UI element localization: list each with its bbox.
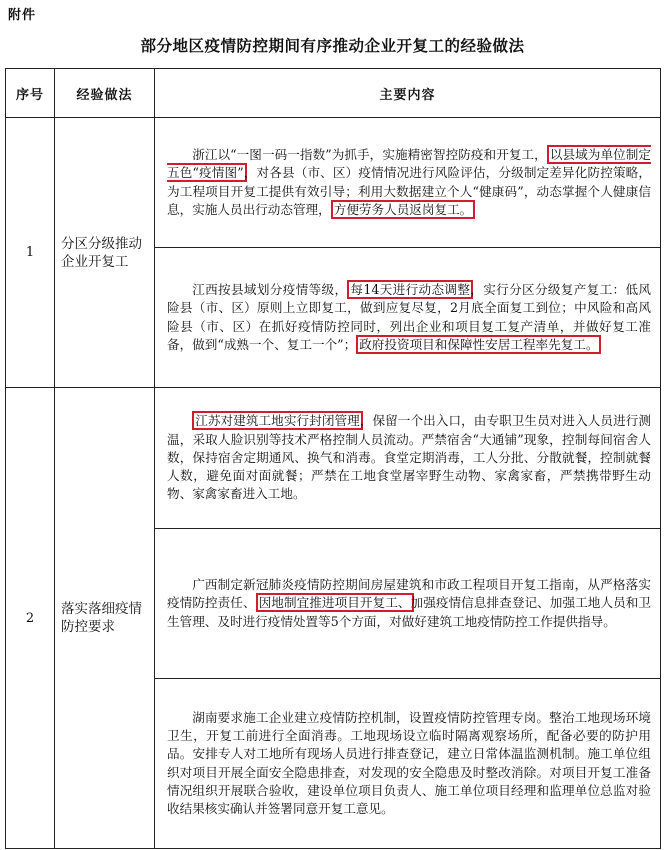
highlighted-phrase: 每14天进行动态调整 <box>347 280 473 299</box>
document-title: 部分地区疫情防控期间有序推动企业开复工的经验做法 <box>140 36 525 55</box>
content-cell <box>155 388 661 529</box>
header-method: 经验做法 <box>55 69 155 118</box>
header-content: 主要内容 <box>155 69 661 118</box>
table-header-row <box>6 69 661 118</box>
content-paragraph <box>167 281 651 354</box>
row-method: 分区分级推动企业开复工 <box>55 118 155 388</box>
table-row <box>6 118 661 248</box>
highlighted-phrase: 政府投资项目和保障性安居工程率先复工。 <box>356 335 601 354</box>
content-cell <box>155 118 661 248</box>
content-paragraph <box>167 576 651 631</box>
text-segment: ，保留一个出入口，由专职卫生员对进入人员进行测温，采取人脸识别等技术严格控制人员流动。严禁宿舍“大通铺”现象，控制每间宿舍人数，保持宿舍定期通风、换气和消毒。食堂定期消毒，工人分批、分散就餐，控制就餐人数，避免面对面就餐；严禁在工地食堂屠宰野生动物、家禽家畜，严禁携带野生动物、家禽家畜进入工地。 <box>167 413 652 502</box>
text-segment: 浙江以“一图一码一指数”为抓手，实施精密智控防疫和开复工， <box>192 146 547 162</box>
text-segment: ，对各县（市、区）疫情情况进行风险评估，分级制定差异化防控策略，为工程项目开复工提供有效引导；利用大数据建立个人“健康码”，动态掌握个人健康信息，实施人员出行动态管理， <box>167 165 652 217</box>
content-paragraph <box>167 146 651 219</box>
content-cell <box>155 248 661 388</box>
content-cell <box>155 529 661 679</box>
text-segment: 加强疫情信息排查登记、加强工地人员和卫生管理、及时进行疫情处置等5个方面，对做好建筑工地疫情防控工作提供指导。 <box>167 595 652 629</box>
highlighted-phrase: 因地制宜推进项目开复工、 <box>256 593 414 612</box>
row-method: 落实落细疫情防控要求 <box>55 388 155 849</box>
row-seq: 1 <box>6 118 55 388</box>
content-paragraph <box>167 709 651 819</box>
text-segment: 湖南要求施工企业建立疫情防控机制，设置疫情防控管理专岗。整治工地现场环境卫生，开复工前进行全面消毒。工地现场设立临时隔离观察场所，配备必要的防护用品。安排专人对工地所有现场人员进行排查登记，建立日常体温监测机制。施工单位组织对项目开展全面安全隐患排查，对发现的安全隐患及时整改消除。对项目开复工准备情况组织开展联合验收，建设单位项目负责人、施工单位项目经理和监理单位总监对验收结果核实确认并签署同意开复工意见。 <box>167 709 651 817</box>
attachment-label: 附件 <box>8 8 37 23</box>
content-cell <box>155 679 661 849</box>
text-segment: 广西制定新冠肺炎疫情防控期间房屋建筑和市政工程项目开复工指南，从严格落实疫情防控责任、 <box>167 577 651 611</box>
highlighted-phrase: 以县域为单位制定五色“疫情图” <box>167 146 651 181</box>
table-row <box>6 388 661 529</box>
experience-table <box>5 68 661 849</box>
header-seq: 序号 <box>6 69 55 118</box>
highlighted-phrase: 方便劳务人员返岗复工。 <box>331 200 476 219</box>
text-segment: 江西按县域划分疫情等级， <box>192 281 348 297</box>
highlighted-phrase: 江苏对建筑工地实行封闭管理 <box>192 411 363 430</box>
text-segment: ，实行分区分级复产复工：低风险县（市、区）原则上立即复工，做到应复尽复，2月底全面复工到位；中风险和高风险县（市、区）在抓好疫情防控同时，列出企业和项目复工复产清单，并做好复工准备，做到“成熟一个、复工一个”； <box>167 281 652 352</box>
row-seq: 2 <box>6 388 55 849</box>
content-paragraph <box>167 412 651 503</box>
